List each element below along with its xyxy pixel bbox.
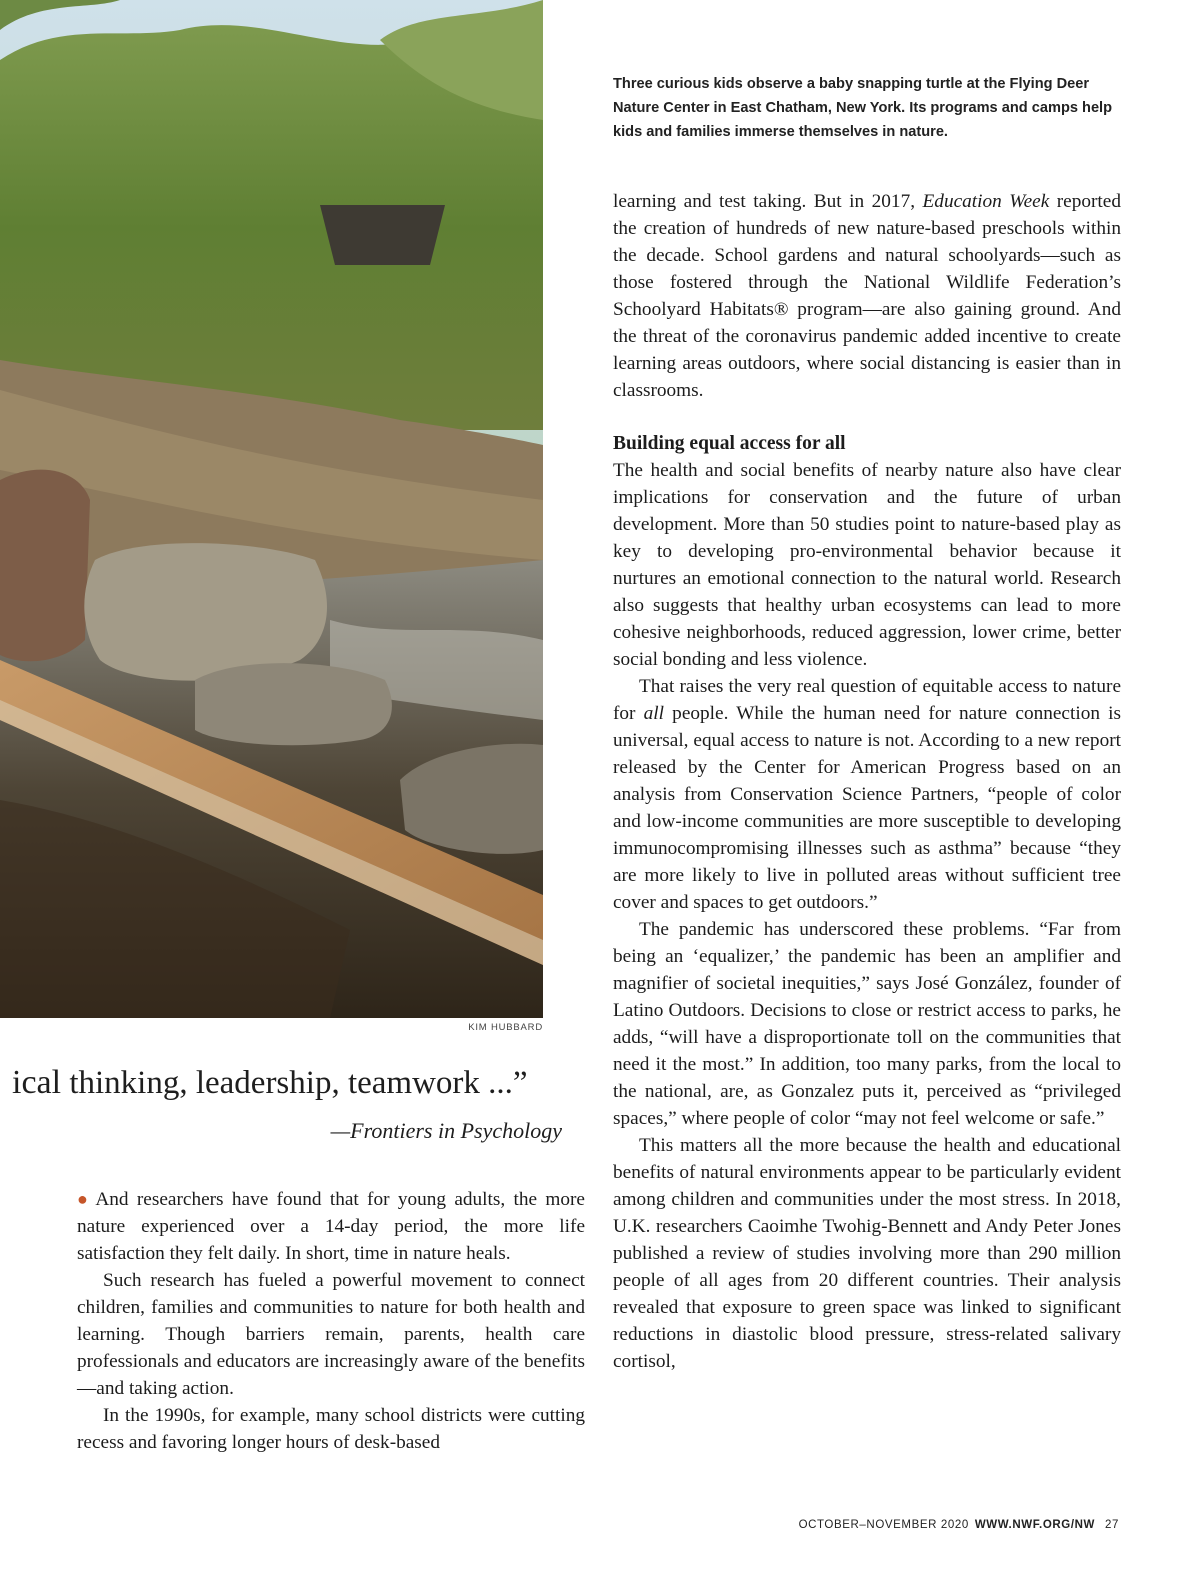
photo-credit: KIM HUBBARD	[468, 1022, 543, 1033]
page-footer	[799, 1519, 1119, 1531]
right-paragraph-1-b: reported the creation of hundreds of new nature-based preschools within the decade. School gardens and natural schoolyards—such as those fostered through the National Wildlife Federation’s Schoolyard Habitats® program—are also gaining ground. And the threat of the coronavirus pandemic added incentive to create learning areas outdoors, where social distancing is easier than in classrooms.	[613, 191, 1121, 401]
right-paragraph-3-b: people. While the human need for nature connection is universal, equal access to nature is not. According to a new report released by the Center for American Progress based on an analysis from Conservation Science Partners, “people of color and low-income communities are more susceptible to developing immunocompromising illnesses such as asthma” because “they are more likely to live in polluted areas without sufficient tree cover and spaces to get outdoors.”	[613, 703, 1121, 913]
photo-caption: Three curious kids observe a baby snapping turtle at the Flying Deer Nature Center in East Chatham, New York. Its programs and camps help kids and families immerse themselves in nature.	[613, 76, 1113, 140]
right-paragraph-3	[613, 673, 1121, 916]
left-column	[77, 1186, 585, 1456]
right-paragraph-4: The pandemic has underscored these problems. “Far from being an ‘equalizer,’ the pandemic has been an amplifier and magnifier of societal inequities,” says José González, founder of Latino Outdoors. Decisions to close or restrict access to parks, he adds, “will have a disproportionate toll on the communities that need it the most.” In addition, too many parks, from the local to the national, are, as Gonzalez puts it, perceived as “privileged spaces,” where people of color “may not feel welcome or safe.”	[613, 919, 1121, 1129]
pull-quote-lead: ical	[12, 1064, 62, 1101]
publication-name: Education Week	[922, 191, 1050, 212]
right-paragraph-5: This matters all the more because the health and educational benefits of natural environments appear to be particularly evident among children and communities under the most stress. In 2018, U.K. researchers Caoimhe Twohig-Bennett and Andy Peter Jones published a review of studies involving more than 290 million people of all ages from 20 different countries. Their analysis revealed that exposure to green space was linked to significant reductions in diastolic blood pressure, stress-related salivary cortisol,	[613, 1135, 1121, 1372]
right-paragraph-1	[613, 188, 1121, 404]
emphasis-all: all	[643, 703, 665, 724]
left-paragraph-1-text: And researchers have found that for young adults, the more nature experienced over a 14-day period, the more life satisfaction they felt daily. In short, time in nature heals.	[77, 1189, 585, 1264]
website-link[interactable]: WWW.NWF.ORG/NW	[974, 1519, 1095, 1531]
page-number: 27	[1105, 1519, 1119, 1531]
section-subhead: Building equal access for all	[613, 433, 846, 454]
left-paragraph-2: Such research has fueled a powerful movement to connect children, families and communities to nature for both health and learning. Though barriers remain, parents, health care professionals and educators are increasingly aware of the benefits—and taking action.	[77, 1270, 585, 1399]
bullet-icon: ●	[77, 1189, 92, 1209]
photo-illustration	[0, 0, 543, 1018]
issue-date: OCTOBER–NOVEMBER 2020	[798, 1519, 969, 1531]
left-paragraph-1	[77, 1186, 585, 1267]
pull-quote-text: thinking, leadership, teamwork ...”	[61, 1065, 528, 1101]
pull-quote	[12, 1064, 572, 1101]
nature-creek-photo	[0, 0, 543, 1018]
right-paragraph-1-a: learning and test taking. But in 2017,	[613, 191, 923, 212]
right-paragraph-3-a: That raises the very real question of equitable access to nature for	[613, 676, 1121, 724]
left-paragraph-3: In the 1990s, for example, many school districts were cutting recess and favoring longer hours of desk-based	[77, 1405, 585, 1453]
right-paragraph-2: The health and social benefits of nearby nature also have clear implications for conservation and the future of urban development. More than 50 studies point to nature-based play as key to developing pro-environmental behavior because it nurtures an emotional connection to the natural world. Research also suggests that healthy urban ecosystems can lead to more cohesive neighborhoods, reduced aggression, lower crime, better social bonding and less violence.	[613, 460, 1121, 670]
pull-quote-attribution: —Frontiers in Psychology	[330, 1118, 562, 1143]
right-column	[613, 188, 1121, 1375]
